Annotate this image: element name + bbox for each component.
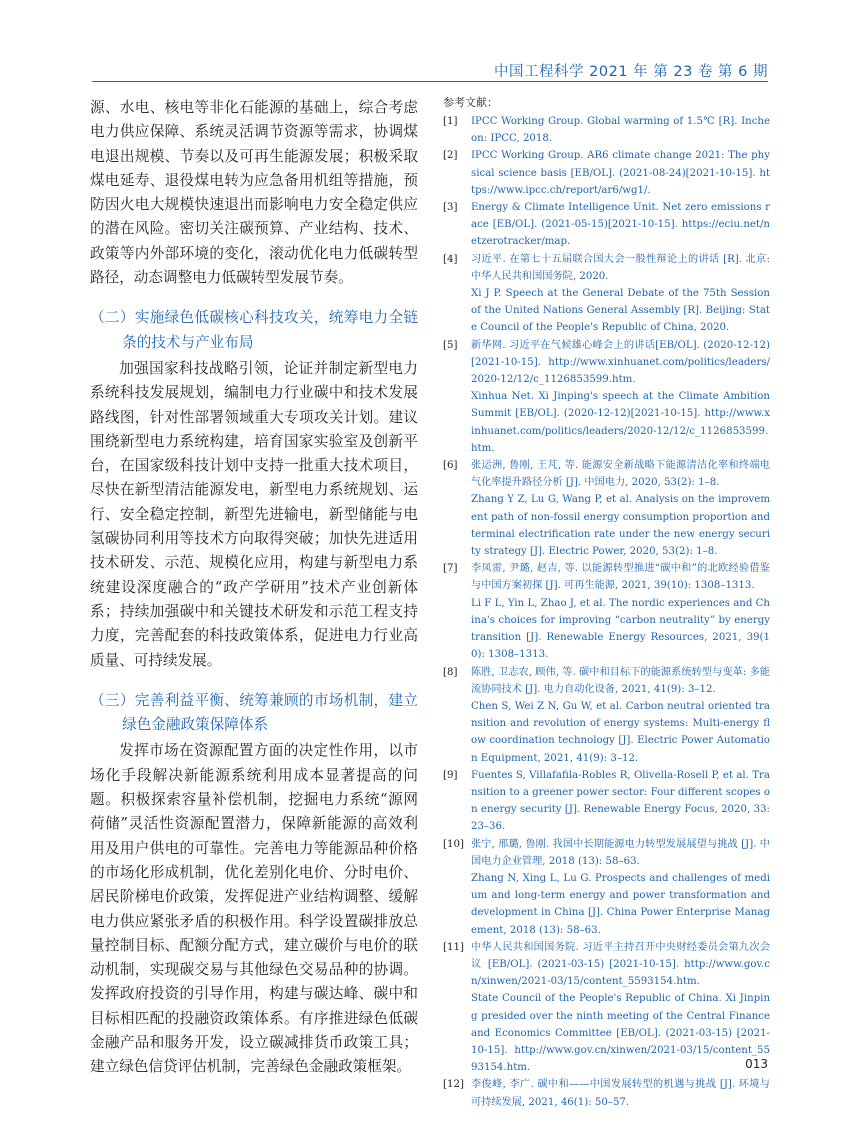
reference-line: IPCC Working Group. AR6 climate change 2021: The physical science basis [EB/OL]. (2021-08-24)[2021-10-15]. https://www.ipcc.ch/report/ar6/wg1/. [471, 150, 770, 196]
section-heading-3: （三）完善利益平衡、统筹兼顾的市场机制，建立绿色金融政策保障体系 [90, 691, 418, 734]
header-rule [92, 81, 768, 82]
reference-line: IPCC Working Group. Global warming of 1.5℃ [R]. Incheon: IPCC, 2018. [471, 116, 770, 145]
reference-number: [3] [443, 202, 458, 214]
reference-text [471, 939, 770, 1077]
reference-number: [5] [443, 339, 458, 351]
reference-line: Energy & Climate Intelligence Unit. Net zero emissions race [EB/OL]. (2021-05-15)[2021-10-15]. https://eciu.net/netzerotracker/map. [471, 202, 770, 248]
reference-text [471, 836, 770, 939]
reference-number: [4] [443, 253, 458, 265]
reference-text [471, 767, 770, 836]
reference-item [443, 457, 770, 560]
reference-text [471, 1076, 770, 1110]
reference-line: Zhang N, Xing L, Lu G. Prospects and challenges of medium and long-term energy and power transformation and development in China [J]. China Power Enterprise Management, 2018 (13): 58–63. [471, 872, 770, 936]
reference-line: 陈胜, 卫志农, 顾伟, 等. 碳中和目标下的能源系统转型与变革: 多能流协同技术 [J]. 电力自动化设备, 2021, 41(9): 3–12. [471, 666, 770, 695]
reference-item [443, 836, 770, 939]
reference-line: Fuentes S, Villafafila-Robles R, Olivella-Rosell P, et al. Transition to a greener power sector: Four different scopes on energy security [J]. Renewable Energy Focus, 2020, 33: 23–36. [471, 769, 770, 833]
reference-line: 习近平. 在第七十五届联合国大会一般性辩论上的讲话 [R]. 北京: 中华人民共和国国务院, 2020. [471, 253, 770, 282]
reference-line: Xi J P. Speech at the General Debate of the 75th Session of the United Nations General Assembly [R]. Beijing: State Council of the People's Republic of China, 2020. [471, 288, 770, 334]
reference-number: [7] [443, 563, 458, 575]
reference-number: [2] [443, 150, 458, 162]
reference-item [443, 147, 770, 199]
reference-text [471, 251, 770, 337]
reference-line: 张宁, 邢璐, 鲁刚. 我国中长期能源电力转型发展展望与挑战 [J]. 中国电力企业管理, 2018 (13): 58–63. [471, 838, 770, 867]
reference-text [471, 457, 770, 560]
paragraph-intro: 源、水电、核电等非化石能源的基础上，综合考虑电力供应保障、系统灵活调节资源等需求，协调煤电退出规模、节奏以及可再生能源发展；积极采取煤电延寿、退役煤电转为应急备用机组等措施，预防因火电大规模快速退出而影响电力安全稳定供应的潜在风险。密切关注碳预算、产业结构、技术、政策等内外部环境的变化，滚动优化电力低碳转型路径，动态调整电力低碳转型发展节奏。 [90, 99, 418, 287]
reference-number: [6] [443, 460, 458, 472]
reference-item [443, 251, 770, 337]
reference-text [471, 113, 770, 147]
body-text-column [90, 96, 418, 1080]
references-title: 参考文献： [443, 96, 498, 109]
reference-line: Xinhua Net. Xi Jinping's speech at the Climate Ambition Summit [EB/OL]. (2020-12-12)[2021-10-15]. http://www.xinhuanet.com/politics/leaders/2020-12/12/c_1126853599.htm. [471, 391, 770, 454]
reference-item [443, 560, 770, 663]
reference-text [471, 147, 770, 199]
reference-item [443, 113, 770, 147]
reference-line: Chen S, Wei Z N, Gu W, et al. Carbon neutral oriented transition and revolution of energy systems: Multi-energy flow coordination technology [J]. Electric Power Automation Equipment, 2021, 41(9): 3–12. [471, 700, 770, 764]
page-number: 013 [745, 1057, 768, 1071]
reference-item [443, 337, 770, 457]
reference-line: Li F L, Yin L, Zhao J, et al. The nordic experiences and China's choices for improving “carbon neutrality” by energy transition [J]. Renewable Energy Resources, 2021, 39(10): 1308–1313. [471, 597, 770, 661]
reference-line: 李俊峰, 李广. 碳中和——中国发展转型的机遇与挑战 [J]. 环境与可持续发展, 2021, 46(1): 50–57. [471, 1079, 770, 1108]
reference-number: [11] [443, 941, 464, 953]
reference-text [471, 664, 770, 767]
reference-item [443, 939, 770, 1077]
references-column [443, 95, 770, 1111]
reference-line: 张运洲, 鲁刚, 王芃, 等. 能源安全新战略下能源清洁化率和终端电气化率提升路径分析 [J]. 中国电力, 2020, 53(2): 1–8. [471, 460, 770, 489]
section-heading-2: （二）实施绿色低碳核心科技攻关，统筹电力全链条的技术与产业布局 [90, 309, 418, 351]
reference-item [443, 199, 770, 251]
reference-number: [10] [443, 838, 464, 850]
reference-item [443, 767, 770, 836]
reference-number: [9] [443, 769, 458, 781]
reference-text [471, 199, 770, 251]
reference-item [443, 1076, 770, 1110]
running-head: 中国工程科学 2021 年 第 23 卷 第 6 期 [494, 64, 768, 80]
paragraph-3: 发挥市场在资源配置方面的决定性作用，以市场化手段解决新能源系统利用成本显著提高的问题。积极探索容量补偿机制，挖掘电力系统“源网荷储”灵活性资源配置潜力，保障新能源的高效利用及用户供电的可靠性。完善电力等能源品种价格的市场化形成机制，优化差别化电价、分时电价、居民阶梯电价政策，发挥促进产业结构调整、缓解电力供应紧张矛盾的积极作用。科学设置碳排放总量控制目标、配额分配方式，建立碳价与电价的联动机制，实现碳交易与其他绿色交易品种的协调。发挥政府投资的引导作用，构建与碳达峰、碳中和目标相匹配的投融资政策体系。有序推进绿色低碳金融产品和服务开发，设立碳减排货币政策工具；建立绿色信贷评估机制，完善绿色金融政策框架。 [90, 742, 418, 1076]
reference-text [471, 560, 770, 663]
reference-line: 中华人民共和国国务院. 习近平主持召开中央财经委员会第九次会议 [EB/OL]. (2021-03-15) [2021-10-15]. http://www.gov.cn/xinwen/2021-03/15/content_5593154.htm. [471, 941, 770, 988]
reference-number: [12] [443, 1079, 464, 1091]
reference-line: 李凤雷, 尹璐, 赵吉, 等. 以能源转型推进“碳中和”的北欧经验借鉴与中国方案初探 [J]. 可再生能源, 2021, 39(10): 1308–1313. [471, 563, 770, 592]
reference-number: [1] [443, 116, 458, 127]
reference-number: [8] [443, 666, 458, 678]
reference-line: Zhang Y Z, Lu G, Wang P, et al. Analysis on the improvement path of non-fossil energy consumption proportion and terminal electrification rate under the new energy security strategy [J]. Electric Power, 2020, 53(2): 1–8. [471, 494, 770, 558]
paragraph-2: 加强国家科技战略引领，论证并制定新型电力系统科技发展规划，编制电力行业碳中和技术发展路线图，针对性部署领域重大专项攻关计划。建议围绕新型电力系统构建，培育国家实验室及创新平台，在国家级科技计划中支持一批重大技术项目，尽快在新型清洁能源发电，新型电力系统规划、运行、安全稳定控制，新型先进输电，新型储能与电氢碳协同利用等技术方向取得突破；加快先进适用技术研发、示范、规模化应用，构建与新型电力系统建设深度融合的“政产学研用”技术产业创新体系；持续加强碳中和关键技术研发和示范工程支持力度，完善配套的科技政策体系，促进电力行业高质量、可持续发展。 [90, 359, 418, 669]
reference-list [443, 113, 770, 1111]
reference-item [443, 664, 770, 767]
reference-line: 新华网. 习近平在气候雄心峰会上的讲话[EB/OL]. (2020-12-12)[2021-10-15]. http://www.xinhuanet.com/politics/leaders/2020-12/12/c_1126853599.htm. [471, 339, 770, 386]
reference-line: State Council of the People's Republic of China. Xi Jinping presided over the ninth meeting of the Central Finance and Economics Committee [EB/OL]. (2021-03-15) [2021-10-15]. http://www.gov.cn/xinwen/2021-03/15/content_5593154.htm. [471, 993, 770, 1074]
reference-text [471, 337, 770, 457]
